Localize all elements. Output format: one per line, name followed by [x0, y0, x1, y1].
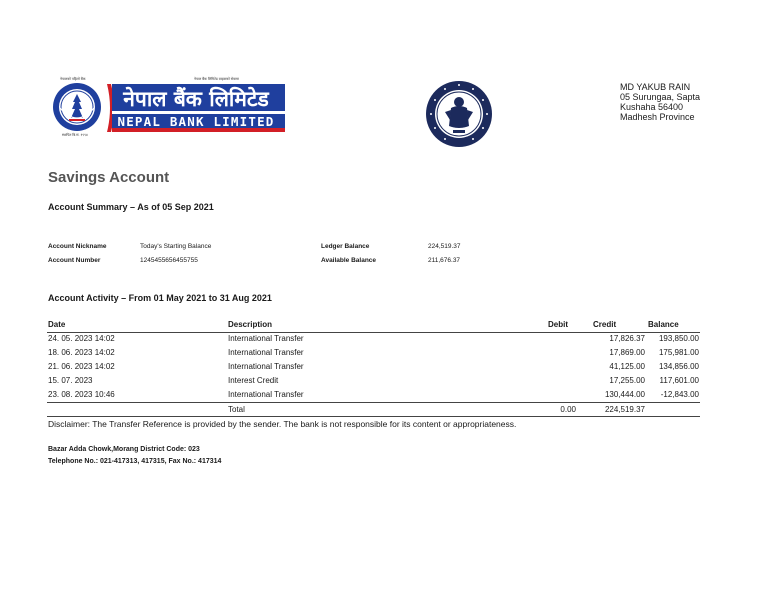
ledger-balance-label: Ledger Balance: [321, 243, 370, 250]
row-balance: 193,850.00: [658, 334, 699, 343]
logo-emblem-caption: स्थापित बि.सं. १९९४: [62, 133, 88, 137]
row-date: 24. 05. 2023 14:02: [48, 334, 115, 343]
footer-contact: Telephone No.: 021-417313, 417315, Fax No.: 417314: [48, 458, 222, 465]
total-debit: 0.00: [560, 405, 576, 414]
logo-name-english: NEPAL BANK LIMITED: [117, 114, 275, 129]
row-balance: 117,601.00: [659, 376, 699, 385]
row-description: International Transfer: [228, 390, 304, 399]
bank-emblem-icon: [52, 82, 102, 132]
row-balance: 175,981.00: [658, 348, 699, 357]
row-date: 18. 06. 2023 14:02: [48, 348, 115, 357]
customer-address-block: [620, 82, 700, 122]
account-number-value: 1245455656455755: [140, 257, 198, 264]
table-bottom-rule: [47, 416, 700, 417]
customer-address-line2: Kushaha 56400: [620, 102, 684, 112]
logo-tagline-left: नेपालको पहिलो बैंक: [60, 77, 86, 81]
customer-address-line3: Madhesh Province: [620, 112, 695, 122]
col-header-balance: Balance: [648, 320, 679, 329]
available-balance-value: 211,676.37: [428, 257, 461, 264]
row-credit: 41,125.00: [609, 362, 645, 371]
logo-banner: [107, 84, 285, 132]
row-date: 23. 08. 2023 10:46: [48, 390, 115, 399]
nickname-label: Account Nickname: [48, 243, 107, 250]
bank-logo: [52, 77, 286, 139]
nickname-value: Today's Starting Balance: [140, 243, 212, 250]
row-credit: 17,826.37: [609, 334, 645, 343]
row-description: International Transfer: [228, 362, 304, 371]
row-balance: -12,843.00: [660, 390, 699, 399]
account-activity-heading: Account Activity – From 01 May 2021 to 31 Aug 2021: [48, 293, 272, 303]
row-description: International Transfer: [228, 334, 304, 343]
customer-name: MD YAKUB RAIN: [620, 82, 691, 92]
total-credit: 224,519.37: [604, 405, 645, 414]
col-header-description: Description: [228, 320, 273, 329]
government-seal-icon: [425, 80, 493, 148]
customer-address-line1: 05 Surungaa, Sapta: [620, 92, 701, 102]
row-credit: 17,255.00: [609, 376, 645, 385]
row-date: 15. 07. 2023: [48, 376, 93, 385]
row-description: International Transfer: [228, 348, 304, 357]
col-header-credit: Credit: [593, 320, 617, 329]
available-balance-label: Available Balance: [321, 257, 377, 264]
table-header-rule: [47, 332, 700, 333]
table-total-rule: [47, 402, 700, 403]
row-credit: 130,444.00: [604, 390, 645, 399]
logo-name-nepali: नेपाल बैंक लिमिटेड: [123, 87, 269, 111]
col-header-date: Date: [48, 320, 66, 329]
disclaimer-text: Disclaimer: The Transfer Reference is provided by the sender. The bank is not responsible for its content or appropriateness.: [48, 419, 517, 429]
logo-tagline-top: नेपाल बैंक लिमिटेड ग्राहकको सेवामा: [194, 77, 239, 81]
total-label: Total: [228, 405, 245, 414]
account-summary-heading: Account Summary – As of 05 Sep 2021: [48, 202, 214, 212]
account-type-title: Savings Account: [48, 169, 170, 186]
account-number-label: Account Number: [48, 257, 101, 264]
row-date: 21. 06. 2023 14:02: [48, 362, 115, 371]
row-balance: 134,856.00: [658, 362, 699, 371]
row-credit: 17,869.00: [609, 348, 645, 357]
ledger-balance-value: 224,519.37: [428, 243, 461, 250]
row-description: Interest Credit: [228, 376, 279, 385]
footer-address: Bazar Adda Chowk,Morang District Code: 023: [48, 446, 200, 453]
col-header-debit: Debit: [548, 320, 568, 329]
